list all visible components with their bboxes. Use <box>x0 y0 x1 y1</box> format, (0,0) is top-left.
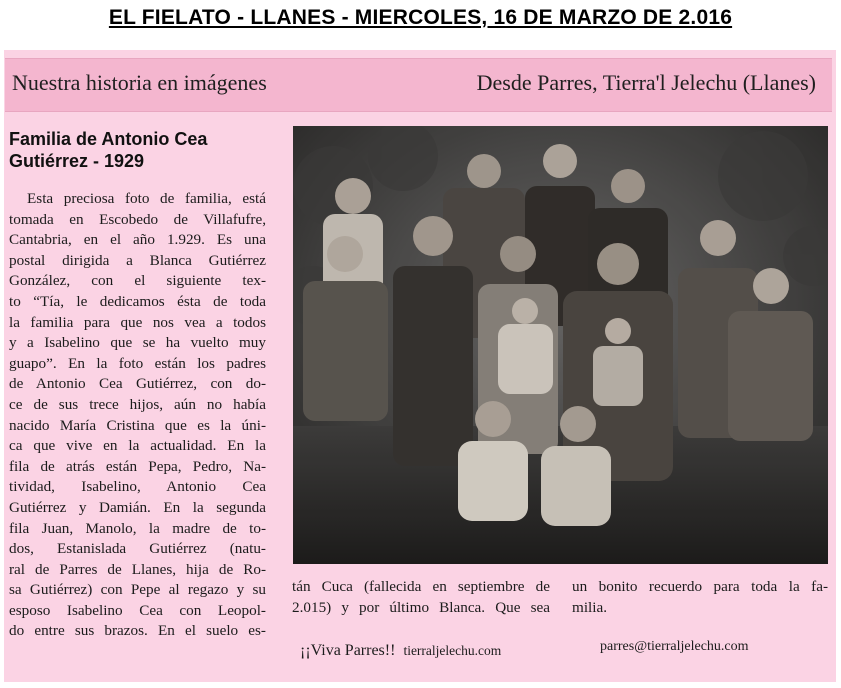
text-line: fila Juan, Manolo, la madre de to- <box>9 519 266 537</box>
text-line: y a Isabelino que se ha vuelto muy <box>9 334 266 352</box>
signoff <box>300 642 501 660</box>
text-line: guapo”. En la foto están los padres <box>9 354 266 372</box>
text-line: postal dirigida a Blanca Gutiérrez <box>9 251 266 269</box>
text-line: dos, Estanislada Gutiérrez (natu- <box>9 540 266 558</box>
section-banner <box>5 58 832 112</box>
article-title-line: Familia de Antonio Cea <box>9 129 208 149</box>
text-line: esposo Isabelino Cea con Leopol- <box>9 601 266 619</box>
text-line: un bonito recuerdo para toda la fa- <box>572 578 828 595</box>
email-link[interactable]: parres@tierraljelechu.com <box>600 639 749 654</box>
text-line: ce de sus trece hijos, aún no había <box>9 395 266 413</box>
text-line: Esta preciosa foto de familia, está <box>27 190 266 207</box>
article-column-1 <box>9 189 266 642</box>
family-photo <box>293 126 828 564</box>
signoff-text: ¡¡Viva Parres!! <box>300 642 396 659</box>
text-line: ca que vive en la actualidad. En la <box>9 437 266 455</box>
text-line: de Antonio Cea Gutiérrez, con do- <box>9 375 266 393</box>
section-source: Desde Parres, Tierra'l Jelechu (Llanes) <box>476 70 816 95</box>
text-line: tividad, Isabelino, Antonio Cea <box>9 478 266 496</box>
article-title-line: Gutiérrez - 1929 <box>9 151 145 171</box>
text-line: do entre sus brazos. En el suelo es- <box>9 622 266 640</box>
text-line: González, con el siguiente tex- <box>9 272 266 290</box>
text-line: fila de atrás están Pepa, Pedro, Na- <box>9 457 266 475</box>
masthead: EL FIELATO - LLANES - MIERCOLES, 16 DE MARZO DE 2.016 <box>108 6 733 29</box>
section-title: Nuestra historia en imágenes <box>12 70 267 95</box>
website-link[interactable]: tierraljelechu.com <box>403 643 502 658</box>
article-column-2 <box>292 577 550 618</box>
text-line: to “Tía, le dedicamos ésta de toda <box>9 292 266 310</box>
text-line: la familia para que nos vea a todos <box>9 313 266 331</box>
text-line: Gutiérrez y Damián. En la segunda <box>9 498 266 516</box>
article-title <box>9 128 284 172</box>
text-line: nacido María Cristina que es la úni- <box>9 416 266 434</box>
text-line: tomada en Escobedo de Villafufre, <box>9 210 266 228</box>
text-line: ral de Parres de Llanes, hija de Ro- <box>9 560 266 578</box>
text-line: sa Gutiérrez) con Pepe al regazo y su <box>9 581 266 599</box>
article-column-3 <box>572 577 828 618</box>
text-line: milia. <box>572 598 608 616</box>
text-line: 2.015) y por último Blanca. Que sea <box>292 598 550 616</box>
text-line: tán Cuca (fallecida en septiembre de <box>292 578 550 595</box>
text-line: Cantabria, en el año 1.929. Es una <box>9 231 266 249</box>
